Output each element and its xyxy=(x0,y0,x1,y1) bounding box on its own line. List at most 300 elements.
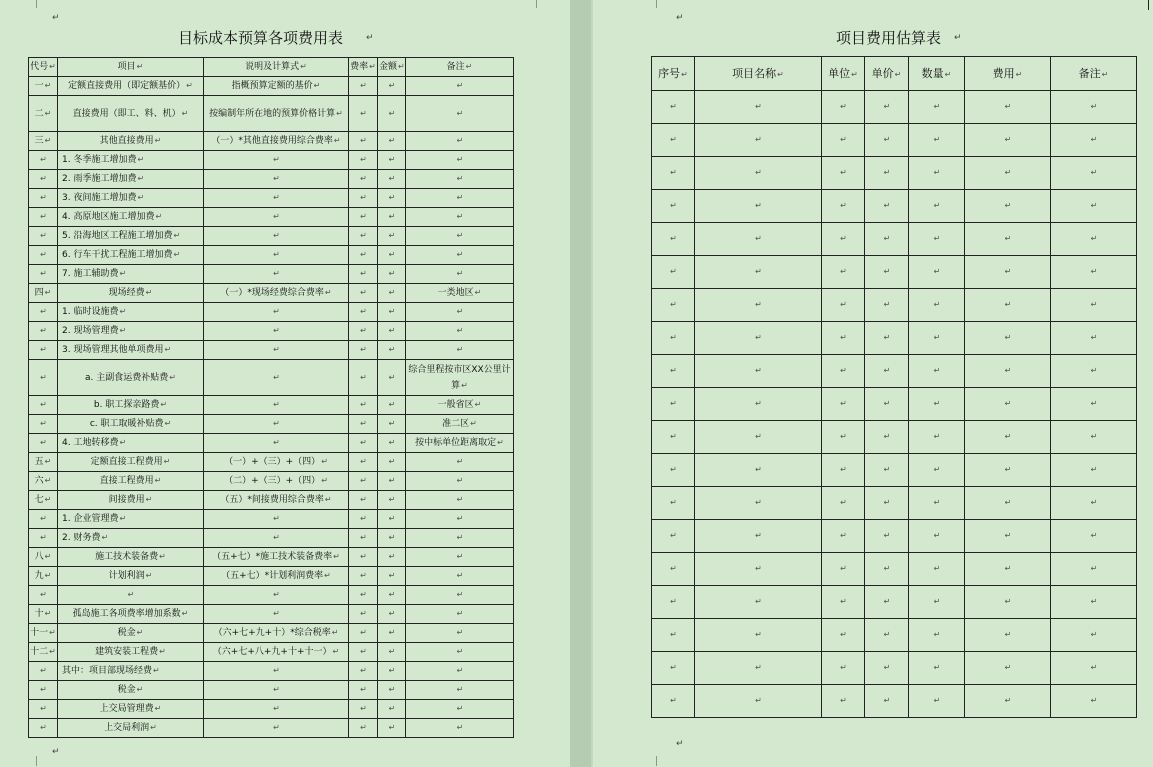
paragraph-mark: ↵ xyxy=(181,609,189,618)
paragraph-mark: ↵ xyxy=(1004,366,1012,375)
paragraph-mark: ↵ xyxy=(670,564,677,573)
table-cell[interactable] xyxy=(865,520,909,553)
paragraph-mark: ↵ xyxy=(883,333,891,342)
table-cell[interactable] xyxy=(652,91,695,124)
table-cell[interactable] xyxy=(822,157,865,190)
paragraph-mark: ↵ xyxy=(388,400,396,409)
table-cell xyxy=(406,643,514,662)
table-cell[interactable] xyxy=(652,223,695,256)
paragraph-mark: ↵ xyxy=(456,723,464,732)
table-cell[interactable] xyxy=(909,223,965,256)
cell-text: 间接费用 xyxy=(108,495,145,505)
paragraph-mark: ↵ xyxy=(273,250,280,259)
table-cell[interactable] xyxy=(695,355,822,388)
paragraph-mark: ↵ xyxy=(273,609,280,618)
table-cell[interactable] xyxy=(865,157,909,190)
table-cell[interactable] xyxy=(652,454,695,487)
table-cell[interactable] xyxy=(1051,454,1137,487)
paragraph-mark: ↵ xyxy=(153,666,160,675)
paragraph-mark: ↵ xyxy=(1090,498,1098,507)
paragraph-mark: ↵ xyxy=(883,696,891,705)
table-cell[interactable] xyxy=(965,487,1051,520)
table-cell xyxy=(58,586,204,605)
paragraph-mark: ↵ xyxy=(1090,333,1098,342)
table-cell[interactable] xyxy=(695,223,822,256)
cell-text: 上交局利润 xyxy=(104,723,150,733)
paragraph-mark: ↵ xyxy=(40,400,47,409)
table-cell xyxy=(406,567,514,586)
crop-mark-top-left xyxy=(24,0,37,8)
table-cell[interactable] xyxy=(865,586,909,619)
paragraph-mark: ↵ xyxy=(1101,69,1109,79)
table-cell xyxy=(29,396,58,415)
table-cell xyxy=(204,586,349,605)
paragraph-mark: ↵ xyxy=(44,288,52,297)
table-cell[interactable] xyxy=(1051,421,1137,454)
table-row xyxy=(29,151,514,170)
paragraph-mark: ↵ xyxy=(360,307,367,316)
table-cell[interactable] xyxy=(909,91,965,124)
table-cell[interactable] xyxy=(1051,652,1137,685)
table-cell[interactable] xyxy=(652,190,695,223)
table-cell[interactable] xyxy=(695,685,822,718)
table-row xyxy=(29,624,514,643)
table-cell[interactable] xyxy=(909,322,965,355)
table-cell[interactable] xyxy=(909,256,965,289)
cost-budget-title: 目标成本预算各项费用表 xyxy=(178,29,344,47)
table-cell[interactable] xyxy=(695,421,822,454)
table-cell[interactable] xyxy=(909,454,965,487)
table-cell[interactable] xyxy=(965,256,1051,289)
table-cell[interactable] xyxy=(909,685,965,718)
paragraph-mark: ↵ xyxy=(40,326,47,335)
paragraph-mark: ↵ xyxy=(851,69,858,79)
table-cell[interactable] xyxy=(1051,256,1137,289)
table-cell xyxy=(204,132,349,151)
paragraph-mark: ↵ xyxy=(755,630,762,639)
table-cell[interactable] xyxy=(1051,223,1137,256)
paragraph-mark: ↵ xyxy=(398,62,405,71)
paragraph-mark: ↵ xyxy=(755,564,762,573)
cell-text: 按中标单位距离取定 xyxy=(415,438,497,448)
paragraph-mark: ↵ xyxy=(360,609,367,618)
cell-text: 1. 冬季施工增加费 xyxy=(62,155,137,165)
table-cell[interactable] xyxy=(652,388,695,421)
table-cell[interactable] xyxy=(822,289,865,322)
table-cell xyxy=(58,643,204,662)
paragraph-mark: ↵ xyxy=(388,269,396,278)
paragraph-mark: ↵ xyxy=(360,345,367,354)
table-cell[interactable] xyxy=(652,355,695,388)
table-cell xyxy=(58,567,204,586)
table-cell[interactable] xyxy=(822,520,865,553)
table-cell[interactable] xyxy=(965,91,1051,124)
table-cell xyxy=(406,605,514,624)
paragraph-mark: ↵ xyxy=(388,212,396,221)
table-cell[interactable] xyxy=(1051,586,1137,619)
paragraph-mark: ↵ xyxy=(40,590,47,599)
paragraph-mark: ↵ xyxy=(273,438,280,447)
table-cell[interactable] xyxy=(822,553,865,586)
table-cell[interactable] xyxy=(1051,553,1137,586)
paragraph-mark: ↵ xyxy=(360,476,367,485)
paragraph-mark: ↵ xyxy=(670,630,677,639)
table-cell[interactable] xyxy=(822,256,865,289)
table-cell xyxy=(204,170,349,189)
table-cell xyxy=(58,681,204,700)
paragraph-mark: ↵ xyxy=(360,193,367,202)
table-row xyxy=(29,284,514,303)
paragraph-mark: ↵ xyxy=(360,647,367,656)
table-cell xyxy=(406,303,514,322)
table-cell[interactable] xyxy=(865,91,909,124)
cell-text: （六+七+八+九+十+十一） xyxy=(212,647,332,657)
cell-text: 7. 施工辅助费 xyxy=(62,269,119,279)
cell-text: 4. 工地转移费 xyxy=(62,438,119,448)
table-cell[interactable] xyxy=(965,157,1051,190)
table-cell[interactable] xyxy=(865,124,909,157)
table-cell[interactable] xyxy=(965,289,1051,322)
table-cell[interactable] xyxy=(652,157,695,190)
table-cell xyxy=(29,322,58,341)
table-cell[interactable] xyxy=(909,157,965,190)
paragraph-mark: ↵ xyxy=(456,590,464,599)
table-cell[interactable] xyxy=(695,652,822,685)
table-cell[interactable] xyxy=(909,421,965,454)
table-cell xyxy=(406,510,514,529)
table-cell[interactable] xyxy=(822,355,865,388)
paragraph-mark: ↵ xyxy=(360,514,367,523)
table-cell[interactable] xyxy=(695,256,822,289)
table-header-row xyxy=(652,57,1137,91)
table-cell[interactable] xyxy=(822,91,865,124)
table-cell[interactable] xyxy=(695,454,822,487)
table-cell[interactable] xyxy=(965,685,1051,718)
table-cell[interactable] xyxy=(865,256,909,289)
table-cell[interactable] xyxy=(652,256,695,289)
paragraph-mark: ↵ xyxy=(388,136,396,145)
table-cell[interactable] xyxy=(1051,91,1137,124)
table-cell[interactable] xyxy=(909,124,965,157)
table-row xyxy=(29,227,514,246)
paragraph-mark: ↵ xyxy=(163,457,171,466)
paragraph-mark: ↵ xyxy=(456,533,464,542)
table-cell[interactable] xyxy=(652,421,695,454)
table-cell[interactable] xyxy=(909,388,965,421)
table-cell[interactable] xyxy=(909,487,965,520)
table-cell[interactable] xyxy=(865,619,909,652)
table-cell[interactable] xyxy=(695,553,822,586)
table-cell[interactable] xyxy=(965,586,1051,619)
paragraph-mark: ↵ xyxy=(933,630,941,639)
table-cell[interactable] xyxy=(695,91,822,124)
paragraph-mark: ↵ xyxy=(894,69,902,79)
cell-text: 孤岛施工各项费率增加系数 xyxy=(72,609,181,619)
table-cell[interactable] xyxy=(695,388,822,421)
table-cell xyxy=(29,341,58,360)
table-cell xyxy=(58,415,204,434)
table-cell[interactable] xyxy=(1051,322,1137,355)
table-cell xyxy=(58,472,204,491)
table-cell[interactable] xyxy=(822,685,865,718)
paragraph-mark: ↵ xyxy=(755,696,762,705)
paragraph-mark: ↵ xyxy=(933,564,941,573)
paragraph-mark: ↵ xyxy=(840,597,847,606)
table-cell[interactable] xyxy=(822,322,865,355)
paragraph-mark: ↵ xyxy=(360,457,367,466)
paragraph-mark: ↵ xyxy=(119,326,127,335)
table-cell[interactable] xyxy=(965,619,1051,652)
table-cell[interactable] xyxy=(965,223,1051,256)
table-cell[interactable] xyxy=(1051,520,1137,553)
table-cell[interactable] xyxy=(865,190,909,223)
column-header xyxy=(652,57,695,91)
table-cell[interactable] xyxy=(909,190,965,223)
table-cell[interactable] xyxy=(695,487,822,520)
table-cell[interactable] xyxy=(1051,190,1137,223)
table-cell[interactable] xyxy=(652,322,695,355)
table-cell xyxy=(406,396,514,415)
table-cell xyxy=(58,662,204,681)
table-cell[interactable] xyxy=(965,454,1051,487)
table-cell xyxy=(204,396,349,415)
paragraph-mark: ↵ xyxy=(40,174,47,183)
paragraph-mark: ↵ xyxy=(273,400,280,409)
table-cell[interactable] xyxy=(1051,124,1137,157)
paragraph-mark: ↵ xyxy=(456,155,464,164)
paragraph-mark: ↵ xyxy=(49,628,56,637)
table-row xyxy=(29,434,514,453)
table-cell[interactable] xyxy=(909,619,965,652)
table-cell xyxy=(406,227,514,246)
paragraph-mark: ↵ xyxy=(388,174,396,183)
table-cell[interactable] xyxy=(865,652,909,685)
table-cell[interactable] xyxy=(865,685,909,718)
paragraph-mark: ↵ xyxy=(883,498,891,507)
cell-text: （二）+（三）+（四） xyxy=(224,476,321,486)
table-cell[interactable] xyxy=(865,223,909,256)
column-header xyxy=(965,57,1051,91)
table-cell[interactable] xyxy=(652,586,695,619)
cell-text: 税金 xyxy=(117,685,136,695)
paragraph-mark: ↵ xyxy=(933,201,941,210)
paragraph-mark: ↵ xyxy=(388,571,396,580)
paragraph-mark: ↵ xyxy=(1004,234,1012,243)
table-cell[interactable] xyxy=(652,652,695,685)
table-cell xyxy=(58,434,204,453)
table-cell[interactable] xyxy=(652,487,695,520)
paragraph-mark: ↵ xyxy=(273,326,280,335)
table-cell[interactable] xyxy=(965,322,1051,355)
paragraph-mark: ↵ xyxy=(44,552,52,561)
table-cell[interactable] xyxy=(1051,355,1137,388)
table-cell[interactable] xyxy=(965,652,1051,685)
paragraph-mark: ↵ xyxy=(273,685,280,694)
table-cell[interactable] xyxy=(1051,289,1137,322)
paragraph-mark: ↵ xyxy=(456,495,464,504)
paragraph-mark: ↵ xyxy=(670,465,677,474)
table-cell[interactable] xyxy=(695,289,822,322)
cell-text: 2. 财务费 xyxy=(62,533,101,543)
paragraph-mark: ↵ xyxy=(119,269,127,278)
cell-text: 九 xyxy=(34,571,44,581)
table-cell xyxy=(58,322,204,341)
table-cell[interactable] xyxy=(695,322,822,355)
table-cell[interactable] xyxy=(909,553,965,586)
paragraph-mark: ↵ xyxy=(755,663,762,672)
table-row xyxy=(652,256,1137,289)
paragraph-mark: ↵ xyxy=(360,269,367,278)
paragraph-mark: ↵ xyxy=(1090,564,1098,573)
cost-estimate-title: 项目费用估算表 xyxy=(836,29,942,47)
paragraph-mark: ↵ xyxy=(456,231,464,240)
table-cell[interactable] xyxy=(1051,619,1137,652)
table-cell[interactable] xyxy=(865,454,909,487)
table-cell xyxy=(349,208,378,227)
table-cell xyxy=(204,643,349,662)
table-cell[interactable] xyxy=(965,355,1051,388)
table-cell xyxy=(349,284,378,303)
table-cell xyxy=(29,586,58,605)
table-cell xyxy=(378,605,406,624)
table-cell xyxy=(406,265,514,284)
paragraph-mark: ↵ xyxy=(360,723,367,732)
table-cell xyxy=(406,246,514,265)
paragraph-mark: ↵ xyxy=(388,193,396,202)
table-cell[interactable] xyxy=(822,388,865,421)
table-row xyxy=(29,491,514,510)
table-cell[interactable] xyxy=(865,553,909,586)
paragraph-mark: ↵ xyxy=(456,666,464,675)
column-header-label: 单位 xyxy=(828,66,851,80)
table-cell xyxy=(204,151,349,170)
table-cell[interactable] xyxy=(652,520,695,553)
paragraph-mark: ↵ xyxy=(933,597,941,606)
table-cell[interactable] xyxy=(822,454,865,487)
table-row xyxy=(652,322,1137,355)
paragraph-mark: ↵ xyxy=(1090,300,1098,309)
table-cell[interactable] xyxy=(652,124,695,157)
table-cell[interactable] xyxy=(695,157,822,190)
table-cell xyxy=(406,681,514,700)
table-cell[interactable] xyxy=(1051,388,1137,421)
paragraph-mark: ↵ xyxy=(44,571,52,580)
paragraph-mark: ↵ xyxy=(273,666,280,675)
table-cell[interactable] xyxy=(865,355,909,388)
table-cell[interactable] xyxy=(652,553,695,586)
table-cell[interactable] xyxy=(822,421,865,454)
paragraph-mark: ↵ xyxy=(44,136,52,145)
table-cell xyxy=(378,681,406,700)
table-cell[interactable] xyxy=(865,322,909,355)
paragraph-mark: ↵ xyxy=(755,366,762,375)
paragraph-mark: ↵ xyxy=(333,136,341,145)
table-cell[interactable] xyxy=(1051,157,1137,190)
table-cell[interactable] xyxy=(965,421,1051,454)
table-cell[interactable] xyxy=(695,619,822,652)
table-row xyxy=(652,421,1137,454)
table-cell xyxy=(29,700,58,719)
table-cell[interactable] xyxy=(652,289,695,322)
table-cell xyxy=(378,284,406,303)
table-cell xyxy=(29,415,58,434)
paragraph-mark: ↵ xyxy=(1090,399,1098,408)
table-cell[interactable] xyxy=(822,487,865,520)
paragraph-mark: ↵ xyxy=(160,400,168,409)
table-cell xyxy=(406,151,514,170)
table-cell[interactable] xyxy=(909,289,965,322)
table-cell[interactable] xyxy=(965,520,1051,553)
cell-text: 二 xyxy=(34,108,44,119)
table-cell[interactable] xyxy=(865,487,909,520)
table-row xyxy=(29,548,514,567)
page-gutter xyxy=(570,0,593,767)
cell-text: （五+七）*计划利润费率 xyxy=(221,571,324,581)
table-cell[interactable] xyxy=(822,586,865,619)
cell-text: 1. 临时设施费 xyxy=(62,307,119,317)
table-cell[interactable] xyxy=(865,388,909,421)
paragraph-mark: ↵ xyxy=(755,234,762,243)
table-cell xyxy=(349,453,378,472)
table-cell[interactable] xyxy=(965,190,1051,223)
paragraph-mark: ↵ xyxy=(1004,135,1012,144)
table-cell[interactable] xyxy=(652,619,695,652)
paragraph-mark: ↵ xyxy=(670,696,677,705)
table-cell[interactable] xyxy=(652,685,695,718)
paragraph-mark: ↵ xyxy=(1090,234,1098,243)
table-cell[interactable] xyxy=(909,652,965,685)
table-cell[interactable] xyxy=(822,124,865,157)
paragraph-mark: ↵ xyxy=(883,102,891,111)
table-cell xyxy=(58,189,204,208)
table-cell[interactable] xyxy=(1051,487,1137,520)
table-cell[interactable] xyxy=(965,553,1051,586)
table-cell xyxy=(29,151,58,170)
paragraph-mark: ↵ xyxy=(119,438,127,447)
column-header-label: 费率 xyxy=(350,62,369,72)
table-cell[interactable] xyxy=(865,289,909,322)
table-cell[interactable] xyxy=(695,586,822,619)
paragraph-mark: ↵ xyxy=(154,476,162,485)
table-cell[interactable] xyxy=(865,421,909,454)
table-cell[interactable] xyxy=(909,520,965,553)
paragraph-mark: ↵ xyxy=(119,307,127,316)
table-cell[interactable] xyxy=(965,388,1051,421)
table-cell[interactable] xyxy=(965,124,1051,157)
table-cell xyxy=(204,415,349,434)
table-cell xyxy=(378,510,406,529)
column-header xyxy=(349,58,378,77)
table-cell xyxy=(58,246,204,265)
paragraph-mark: ↵ xyxy=(456,108,464,118)
table-row xyxy=(652,157,1137,190)
paragraph-mark: ↵ xyxy=(840,696,847,705)
table-cell[interactable] xyxy=(695,520,822,553)
paragraph-mark: ↵ xyxy=(840,267,847,276)
table-cell[interactable] xyxy=(695,190,822,223)
paragraph-mark: ↵ xyxy=(456,552,464,561)
paragraph-mark: ↵ xyxy=(388,155,396,164)
table-cell[interactable] xyxy=(695,124,822,157)
table-cell[interactable] xyxy=(909,586,965,619)
table-cell[interactable] xyxy=(822,652,865,685)
table-row xyxy=(29,567,514,586)
table-cell[interactable] xyxy=(822,619,865,652)
table-cell[interactable] xyxy=(822,190,865,223)
table-cell[interactable] xyxy=(822,223,865,256)
table-cell[interactable] xyxy=(1051,685,1137,718)
table-cell[interactable] xyxy=(909,355,965,388)
